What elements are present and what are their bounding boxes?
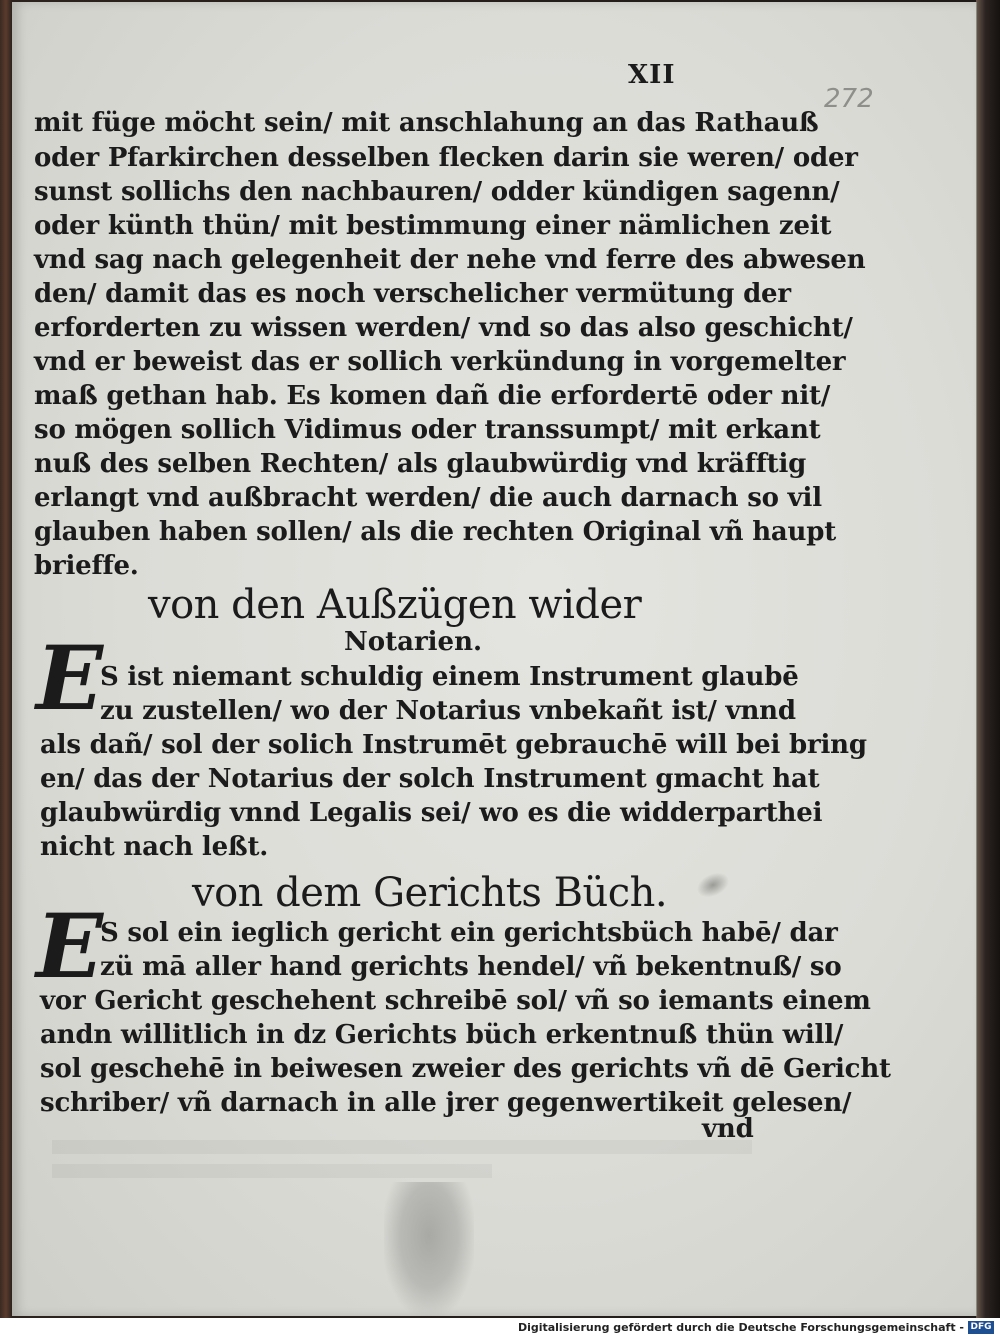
- text-line: S ist niemant schuldig einem Instrument glaubē: [100, 662, 799, 692]
- text-line: zü mā aller hand gerichts hendel/ vñ bekentnuß/ so: [100, 952, 842, 982]
- dfg-logo-icon: DFG: [968, 1321, 994, 1334]
- text-line: schriber/ vñ darnach in alle jrer gegenwertikeit gelesen/: [40, 1088, 852, 1118]
- show-through: [52, 1140, 752, 1154]
- drop-cap: E: [36, 626, 104, 730]
- section-subheading: Notarien.: [344, 627, 483, 657]
- pencil-page-number: 272: [824, 84, 874, 114]
- text-line: zu zustellen/ wo der Notarius vnbekañt ist/ vnnd: [100, 696, 796, 726]
- text-line: glauben haben sollen/ als die rechten Original vñ haupt: [34, 517, 837, 547]
- text-line: nicht nach leßt.: [40, 832, 269, 862]
- text-line: glaubwürdig vnnd Legalis sei/ wo es die widderparthei: [40, 798, 823, 828]
- text-line: oder Pfarkirchen desselben flecken darin sie weren/ oder: [34, 143, 858, 173]
- book-page: [12, 2, 977, 1316]
- text-line: nuß des selben Rechten/ als glaubwürdig vnd kräfftig: [34, 449, 807, 479]
- text-line: vor Gericht geschehent schreibē sol/ vñ so iemants einem: [40, 986, 871, 1016]
- drop-cap: E: [36, 894, 104, 998]
- folio-number: XII: [628, 60, 676, 90]
- text-line: S sol ein ieglich gericht ein gerichtsbüch habē/ dar: [100, 918, 838, 948]
- footer-bar: [0, 1318, 1000, 1338]
- text-line: mit füge möcht sein/ mit anschlahung an das Rathauß: [34, 108, 819, 138]
- text-line: vnd sag nach gelegenheit der nehe vnd ferre des abwesen: [34, 245, 866, 275]
- text-line: oder künth thün/ mit bestimmung einer nämlichen zeit: [34, 211, 832, 241]
- text-line: sol geschehē in beiwesen zweier des gerichts vñ dē Gericht: [40, 1054, 891, 1084]
- text-line: sunst sollichs den nachbauren/ odder kündigen sagenn/: [34, 177, 840, 207]
- text-line: so mögen sollich Vidimus oder transsumpt/ mit erkant: [34, 415, 821, 445]
- text-line: brieffe.: [34, 551, 139, 581]
- section-heading: von den Außzügen wider: [148, 582, 642, 628]
- text-line: maß gethan hab. Es komen dañ die erfordertē oder nit/: [34, 381, 831, 411]
- show-through: [52, 1164, 492, 1178]
- text-line: erlangt vnd außbracht werden/ die auch darnach so vil: [34, 483, 822, 513]
- text-line: vnd er beweist das er sollich verkündung in vorgemelter: [34, 347, 846, 377]
- stain-mark: [693, 868, 733, 902]
- text-line: als dañ/ sol der solich Instrumēt gebrauchē will bei bring: [40, 730, 867, 760]
- smudge-mark: [384, 1182, 474, 1316]
- text-line: en/ das der Notarius der solch Instrument gmacht hat: [40, 764, 820, 794]
- catchword: vnd: [702, 1114, 754, 1144]
- text-line: erforderten zu wissen werden/ vnd so das also geschicht/: [34, 313, 853, 343]
- text-line: andn willitlich in dz Gerichts büch erkentnuß thün will/: [40, 1020, 844, 1050]
- text-line: den/ damit das es noch verschelicher vermütung der: [34, 279, 791, 309]
- book-edge: [976, 0, 1000, 1318]
- funding-credit: Digitalisierung gefördert durch die Deutsche Forschungsgemeinschaft -: [517, 1321, 964, 1334]
- section-heading: von dem Gerichts Büch.: [192, 870, 668, 916]
